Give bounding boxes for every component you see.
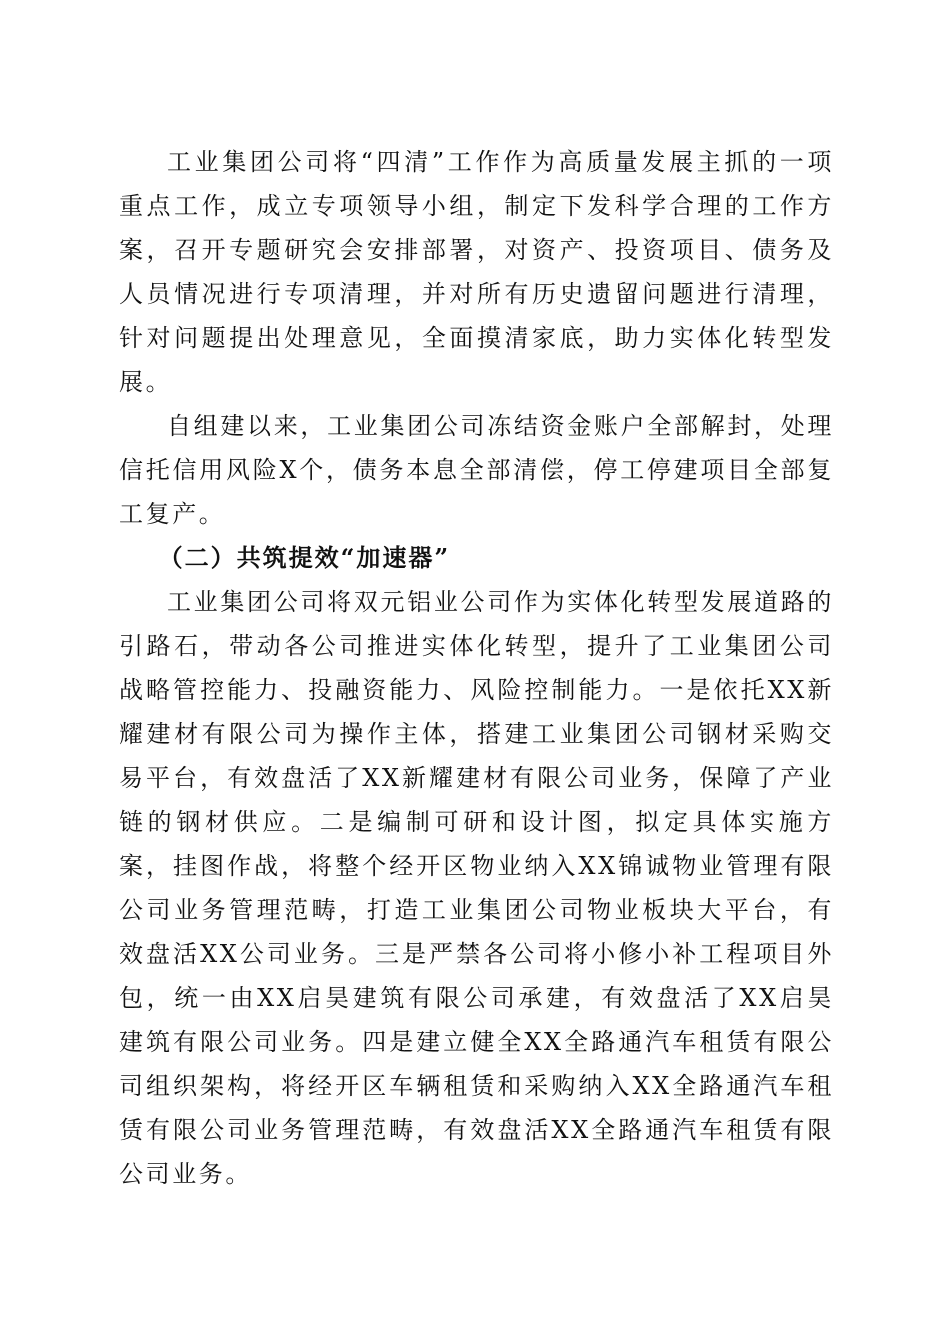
paragraph-accelerator: 工业集团公司将双元铝业公司作为实体化转型发展道路的引路石，带动各公司推进实体化转型，提升了工业集团公司战略管控能力、投融资能力、风险控制能力。一是依托XX新耀建材有限公司为操作主体，搭建工业集团公司钢材采购交易平台，有效盘活了XX新耀建材有限公司业务，保障了产业链的钢材供应。二是编制可研和设计图，拟定具体实施方案，挂图作战，将整个经开区物业纳入XX锦诚物业管理有限公司业务管理范畴，打造工业集团公司物业板块大平台，有效盘活XX公司业务。三是严禁各公司将小修小补工程项目外包，统一由XX启昊建筑有限公司承建，有效盘活了XX启昊建筑有限公司业务。四是建立健全XX全路通汽车租赁有限公司组织架构，将经开区车辆租赁和采购纳入XX全路通汽车租赁有限公司业务管理范畴，有效盘活XX全路通汽车租赁有限公司业务。	[119, 588, 834, 1188]
section-heading: （二）共筑提效“加速器”	[158, 543, 451, 572]
document-body	[119, 140, 834, 1196]
paragraph-four-clear: 工业集团公司将“四清”工作作为高质量发展主抓的一项重点工作，成立专项领导小组，制定下发科学合理的工作方案，召开专题研究会安排部署，对资产、投资项目、债务及人员情况进行专项清理，并对所有历史遗留问题进行清理，针对问题提出处理意见，全面摸清家底，助力实体化转型发展。	[119, 148, 834, 396]
paragraph-since-founding: 自组建以来，工业集团公司冻结资金账户全部解封，处理信托信用风险X个，债务本息全部清偿，停工停建项目全部复工复产。	[119, 412, 834, 528]
